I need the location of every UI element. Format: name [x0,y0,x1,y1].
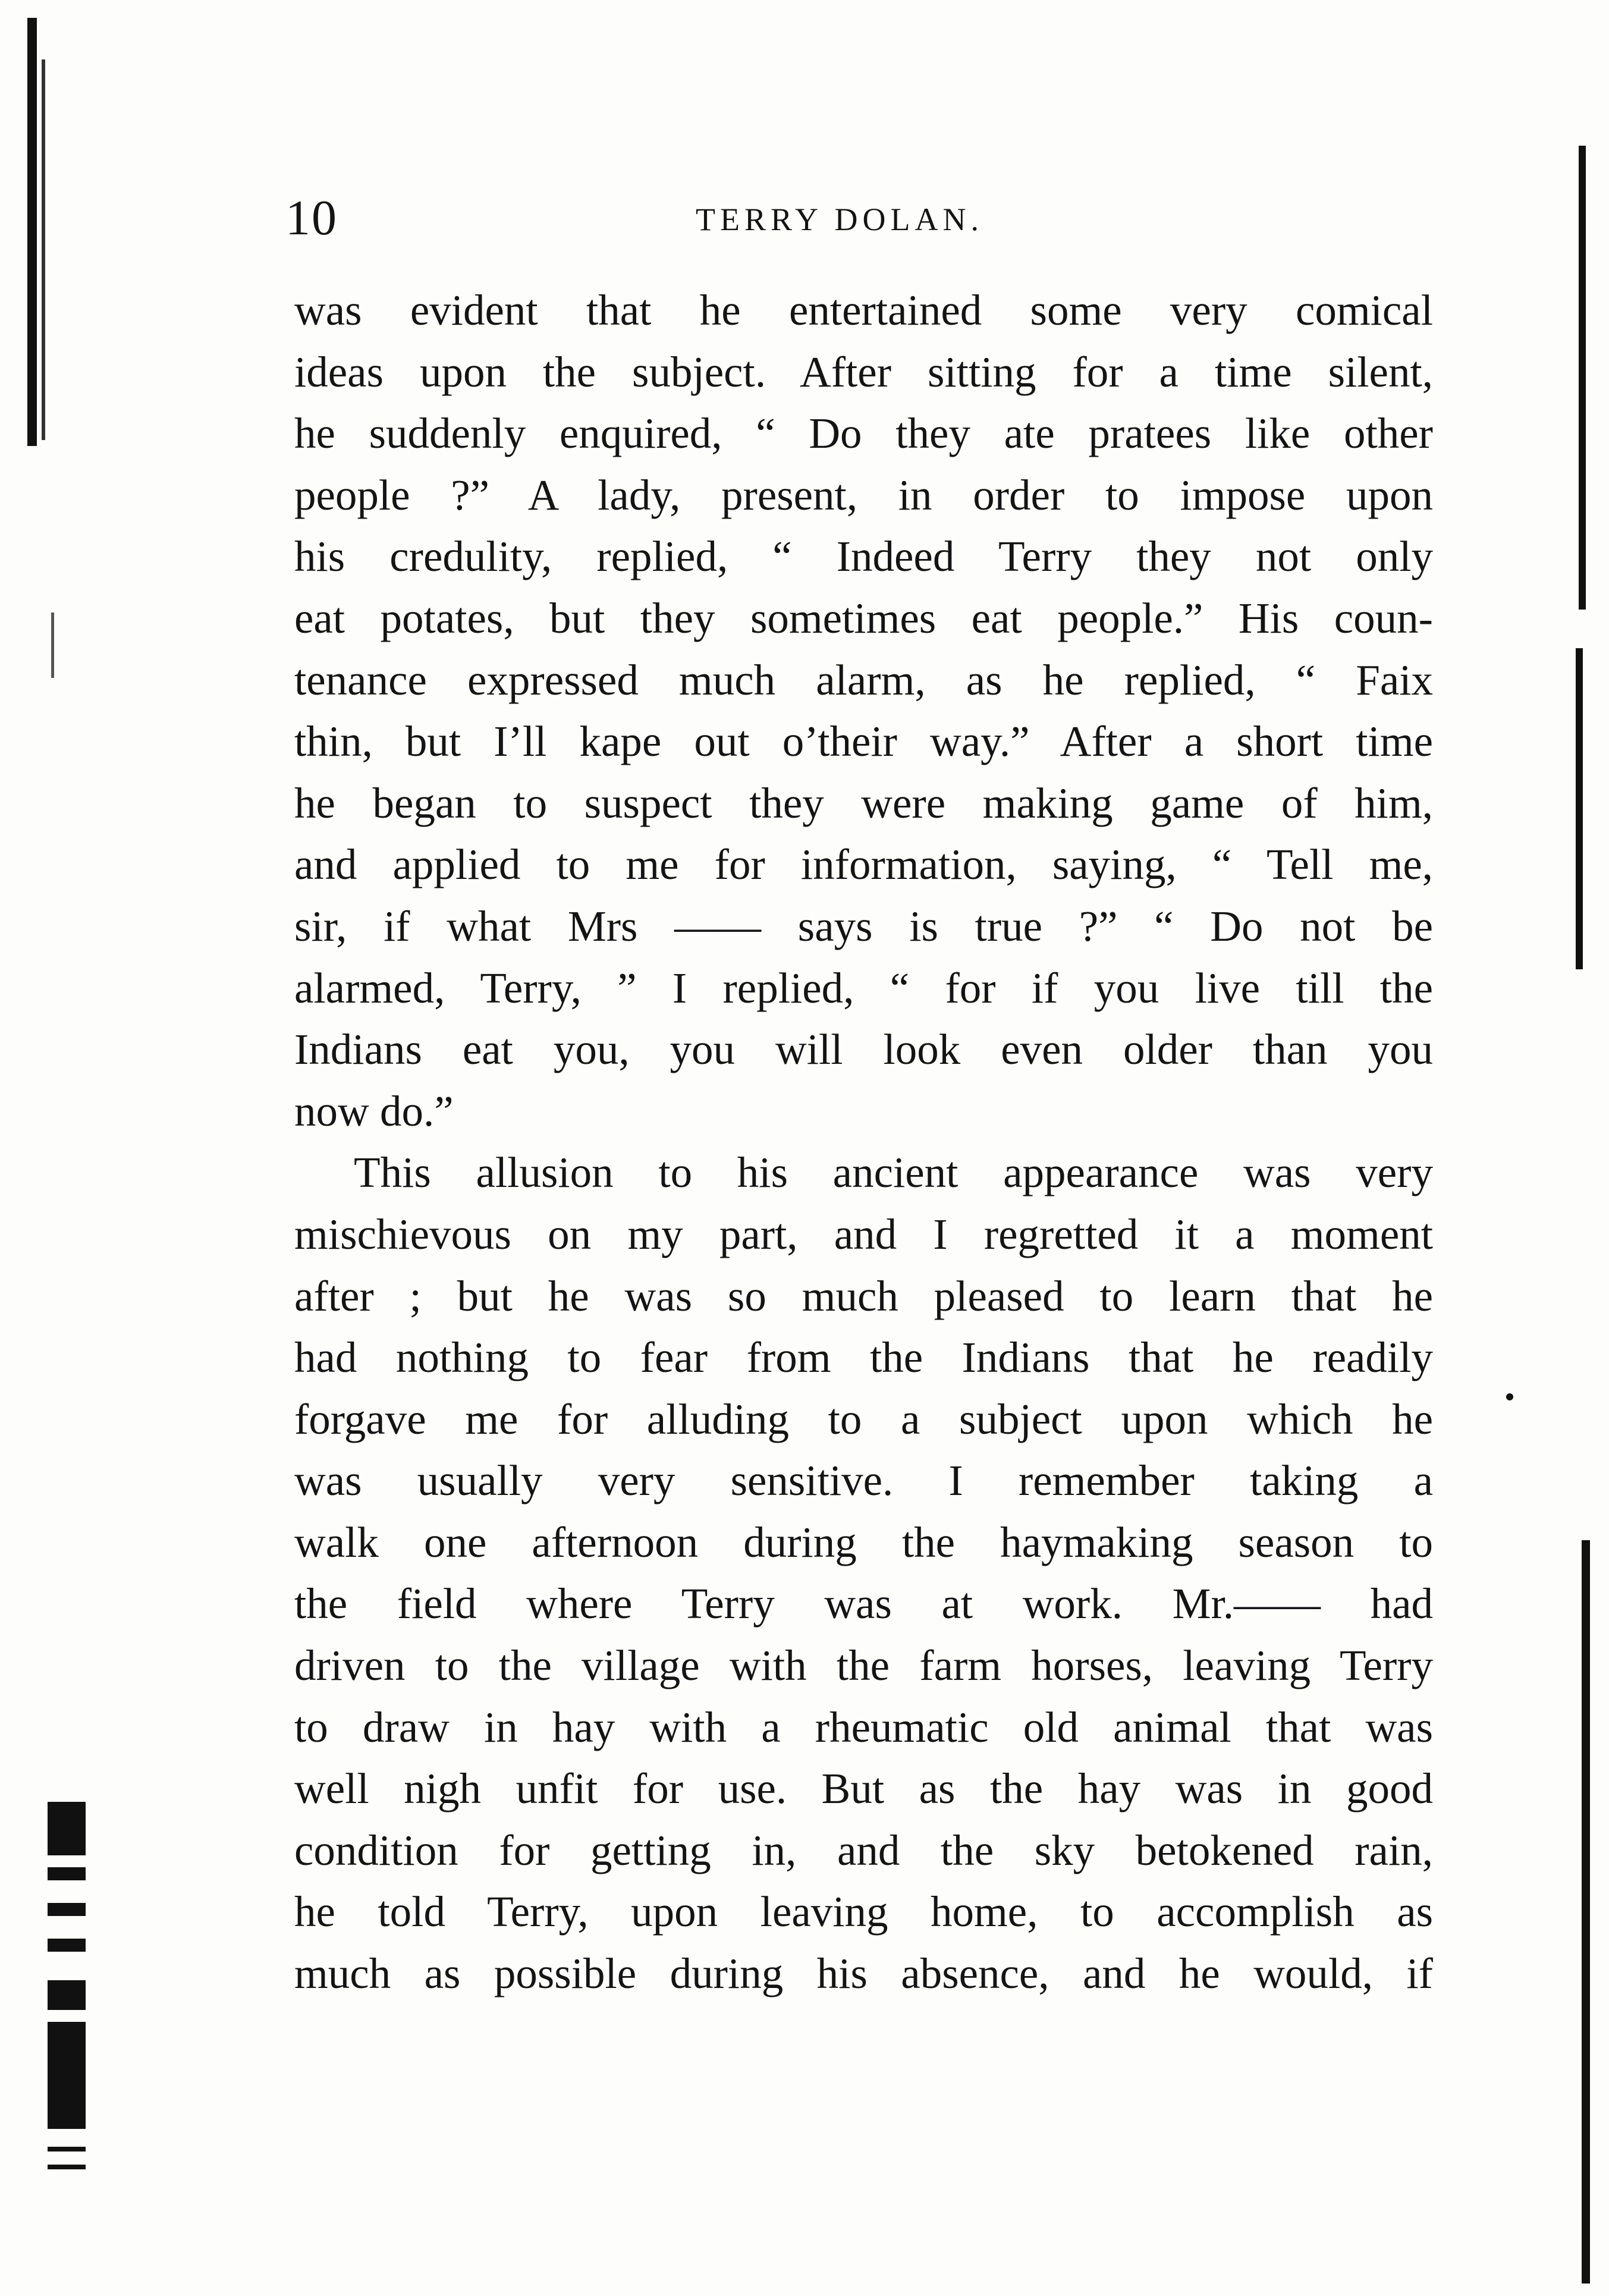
text-line: eat potates, but they sometimes eat people.” His coun- [294,593,1433,642]
text-line: was evident that he entertained some very comical [294,286,1433,334]
text-line: well nigh unfit for use. But as the hay was in good [294,1764,1433,1813]
scan-edge-artifact [48,1939,86,1952]
scan-edge-artifact [48,2147,86,2151]
page-header [285,184,1439,250]
scan-speck [1506,1393,1513,1400]
page-number: 10 [285,190,338,246]
text-line: and applied to me for information, saying, “ Tell me, [294,840,1433,889]
text-line: alarmed, Terry, ” I replied, “ for if you live till the [294,963,1433,1012]
scan-edge-artifact [1579,146,1586,610]
running-head: TERRY DOLAN. [696,202,983,237]
scan-edge-artifact [48,1903,86,1916]
scan-edge-artifact [48,1980,86,2010]
body-text [294,279,1433,2005]
text-line: had nothing to fear from the Indians that he readily [294,1333,1433,1382]
scan-edge-artifact [48,2165,86,2169]
text-line: Indians eat you, you will look even older than you [294,1025,1433,1074]
text-line: the field where Terry was at work. Mr.—— had [294,1579,1433,1628]
text-line: much as possible during his absence, and he would, if [294,1949,1433,1998]
scan-edge-artifact [48,1867,86,1880]
text-line: condition for getting in, and the sky betokened rain, [294,1826,1433,1874]
text-line: was usually very sensitive. I remember taking a [294,1456,1433,1505]
scan-edge-artifact [51,613,54,678]
text-line: sir, if what Mrs —— says is true ?” “ Do not be [294,902,1433,950]
text-line: mischievous on my part, and I regretted it a moment [294,1210,1433,1258]
scan-edge-artifact [48,2022,86,2129]
text-line: driven to the village with the farm horses, leaving Terry [294,1641,1433,1690]
text-line: ideas upon the subject. After sitting for a time silent, [294,347,1433,396]
scan-edge-artifact [1576,648,1583,969]
text-line: now do.” [294,1086,454,1135]
text-line: This allusion to his ancient appearance was very [354,1148,1433,1197]
scan-edge-artifact [1582,1540,1590,2284]
text-line: he began to suspect they were making game of him, [294,778,1433,827]
text-line: tenance expressed much alarm, as he replied, “ Faix [294,655,1433,704]
scan-edge-artifact [27,18,37,446]
scan-edge-artifact [42,59,45,440]
text-line: to draw in hay with a rheumatic old animal that was [294,1703,1433,1751]
text-line: he told Terry, upon leaving home, to accomplish as [294,1887,1433,1936]
text-line: forgave me for alluding to a subject upon which he [294,1394,1433,1443]
text-line: thin, but I’ll kape out o’their way.” After a short time [294,717,1433,766]
text-line: after ; but he was so much pleased to learn that he [294,1271,1433,1320]
text-line: people ?” A lady, present, in order to impose upon [294,470,1433,519]
text-line: he suddenly enquired, “ Do they ate pratees like other [294,409,1433,458]
text-line: walk one afternoon during the haymaking season to [294,1518,1433,1566]
text-line: his credulity, replied, “ Indeed Terry they not only [294,532,1433,581]
scan-edge-artifact [48,1802,86,1855]
